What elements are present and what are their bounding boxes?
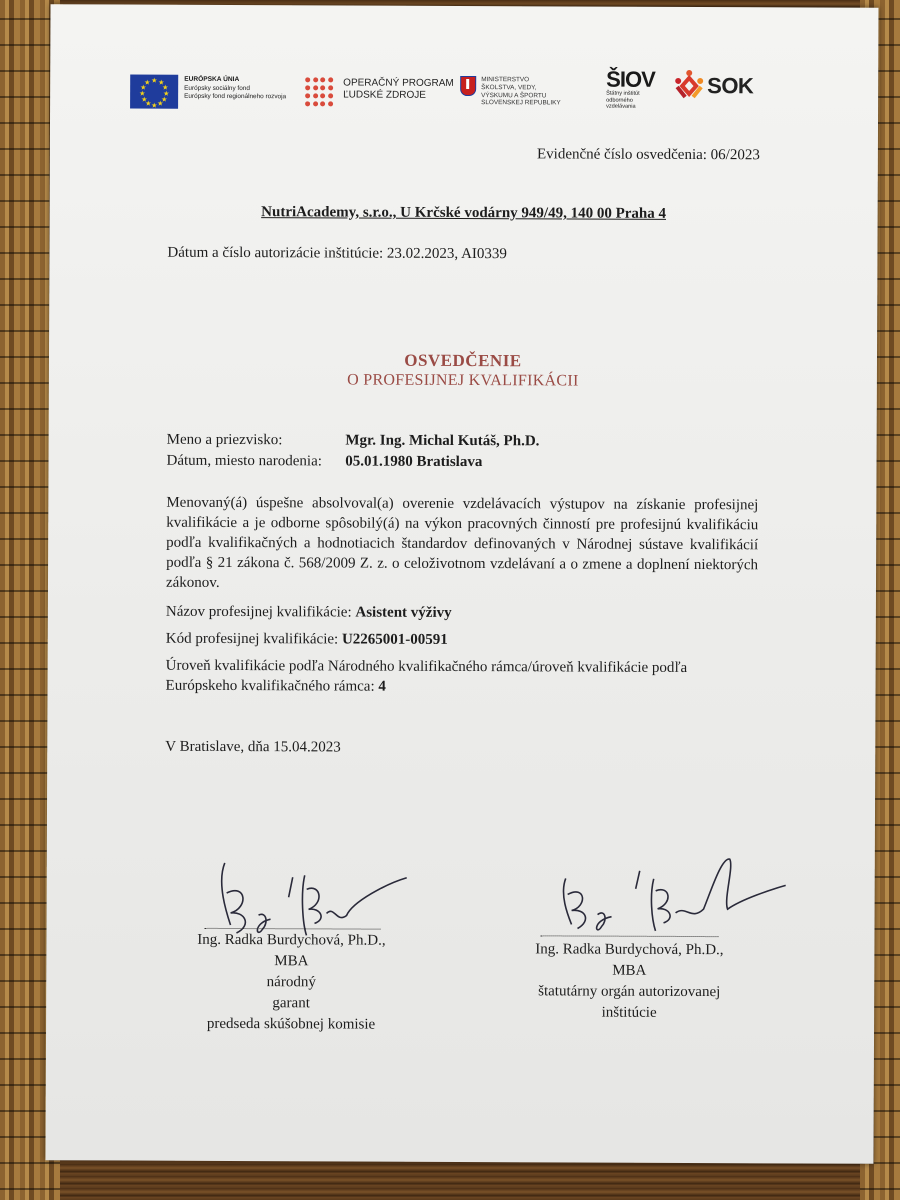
eu-flag-icon: ★ ★ ★ ★ ★ ★ ★ ★ ★ ★ ★ ★ (130, 75, 178, 109)
qualification-code-value: U2265001-00591 (341, 631, 448, 648)
certificate-subtitle: O PROFESIJNEJ KVALIFIKÁCII (347, 371, 579, 390)
siov-title: ŠIOV (606, 66, 655, 92)
certificate-document (45, 4, 878, 1164)
qualification-name-row (166, 602, 766, 625)
qualification-level-label-2: Európskeho kvalifikačného rámca: (165, 677, 375, 695)
signatory-1-role1: národný (266, 974, 316, 991)
siov-line3: vzdelávania (606, 103, 636, 110)
signatory-1-name: Ing. Radka Burdychová, Ph.D., (197, 931, 386, 949)
eu-title: EURÓPSKA ÚNIA (184, 75, 240, 84)
qualification-name-value: Asistent výživy (355, 604, 452, 621)
op-line2: ĽUDSKÉ ZDROJE (343, 89, 426, 101)
siov-line1: Štátny inštitút (606, 90, 640, 97)
op-dots-icon (305, 77, 333, 107)
signatory-2-role1: štatutárny orgán autorizovanej (538, 983, 721, 1001)
birth-value: 05.01.1980 Bratislava (345, 453, 483, 471)
eu-logo (130, 75, 286, 110)
statement-paragraph: Menovaný(á) úspešne absolvoval(a) overenie vzdelávacích výstupov na získanie profesijnej kvalifikácie a je odborne spôsobilý(á) na výkon pracovných činností pre profesijnú kvalifikáciu podľa kvalifikačných a hodnotiacich štandardov definovaných v Národnej sústave kvalifikácií podľa § 21 zákona č. 568/2009 Z. z. o celoživotnom vzdelávaní a o zmene a doplnení niektorých zákonov. (165, 494, 759, 591)
qualification-level-label-1: Úroveň kvalifikácie podľa Národného kvalifikačného rámca/úroveň kvalifikácie podľa (165, 657, 688, 676)
signatory-2-role2: inštitúcie (601, 1004, 657, 1021)
ministry-logo (460, 76, 561, 108)
sok-figures-icon (673, 69, 705, 103)
name-row (167, 432, 540, 451)
place-date: V Bratislave, dňa 15.04.2023 (165, 738, 341, 756)
signature-2-handwriting (541, 848, 791, 939)
institution-text: NutriAcademy, s.r.o., U Krčské vodárny 949/49, 140 00 Praha 4 (261, 204, 667, 222)
op-logo (305, 77, 454, 108)
op-line1: OPERAČNÝ PROGRAM (343, 77, 454, 89)
signatory-2-name: Ing. Radka Burdychová, Ph.D., (535, 941, 724, 959)
slovak-coat-of-arms-icon (460, 76, 476, 96)
birth-row (166, 453, 482, 471)
signatory-1-role3: predseda skúšobnej komisie (206, 1015, 376, 1033)
qualification-code-label: Kód profesijnej kvalifikácie: (165, 630, 339, 648)
siov-logo (606, 66, 655, 111)
signatory-1-role2: garant (272, 995, 310, 1012)
sok-logo (673, 69, 753, 103)
ministry-line1: MINISTERSTVO (481, 76, 530, 84)
signatory-1-title: MBA (274, 953, 309, 970)
qualification-name-label: Názov profesijnej kvalifikácie: (165, 603, 352, 621)
authorization-line: Dátum a číslo autorizácie inštitúcie: 23.02.2023, AI0339 (167, 244, 507, 263)
qualification-code-row (166, 629, 766, 652)
signatory-2-title: MBA (612, 962, 647, 979)
logo-bar (130, 63, 810, 130)
qualification-level-value: 4 (378, 678, 386, 695)
siov-line2: odborného (606, 97, 633, 104)
sok-text: SOK (707, 73, 754, 99)
eu-line1: Európsky sociálny fond (184, 84, 250, 92)
signature-block-2 (524, 939, 734, 1024)
ministry-line2: ŠKOLSTVA, VEDY, (481, 83, 537, 92)
evidence-number: Evidenčné číslo osvedčenia: 06/2023 (536, 146, 760, 164)
name-label: Meno a priezvisko: (166, 431, 283, 449)
ministry-line4: SLOVENSKEJ REPUBLIKY (481, 99, 561, 107)
qualification-level-row (166, 656, 766, 699)
signature-block-1 (186, 930, 396, 1036)
eu-line2: Európsky fond regionálneho rozvoja (184, 92, 287, 101)
ministry-line3: VÝSKUMU A ŠPORTU (481, 91, 547, 99)
birth-label: Dátum, miesto narodenia: (166, 452, 322, 470)
name-value: Mgr. Ing. Michal Kutáš, Ph.D. (345, 432, 540, 450)
certificate-title: OSVEDČENIE (404, 350, 522, 371)
institution-line (50, 203, 878, 224)
